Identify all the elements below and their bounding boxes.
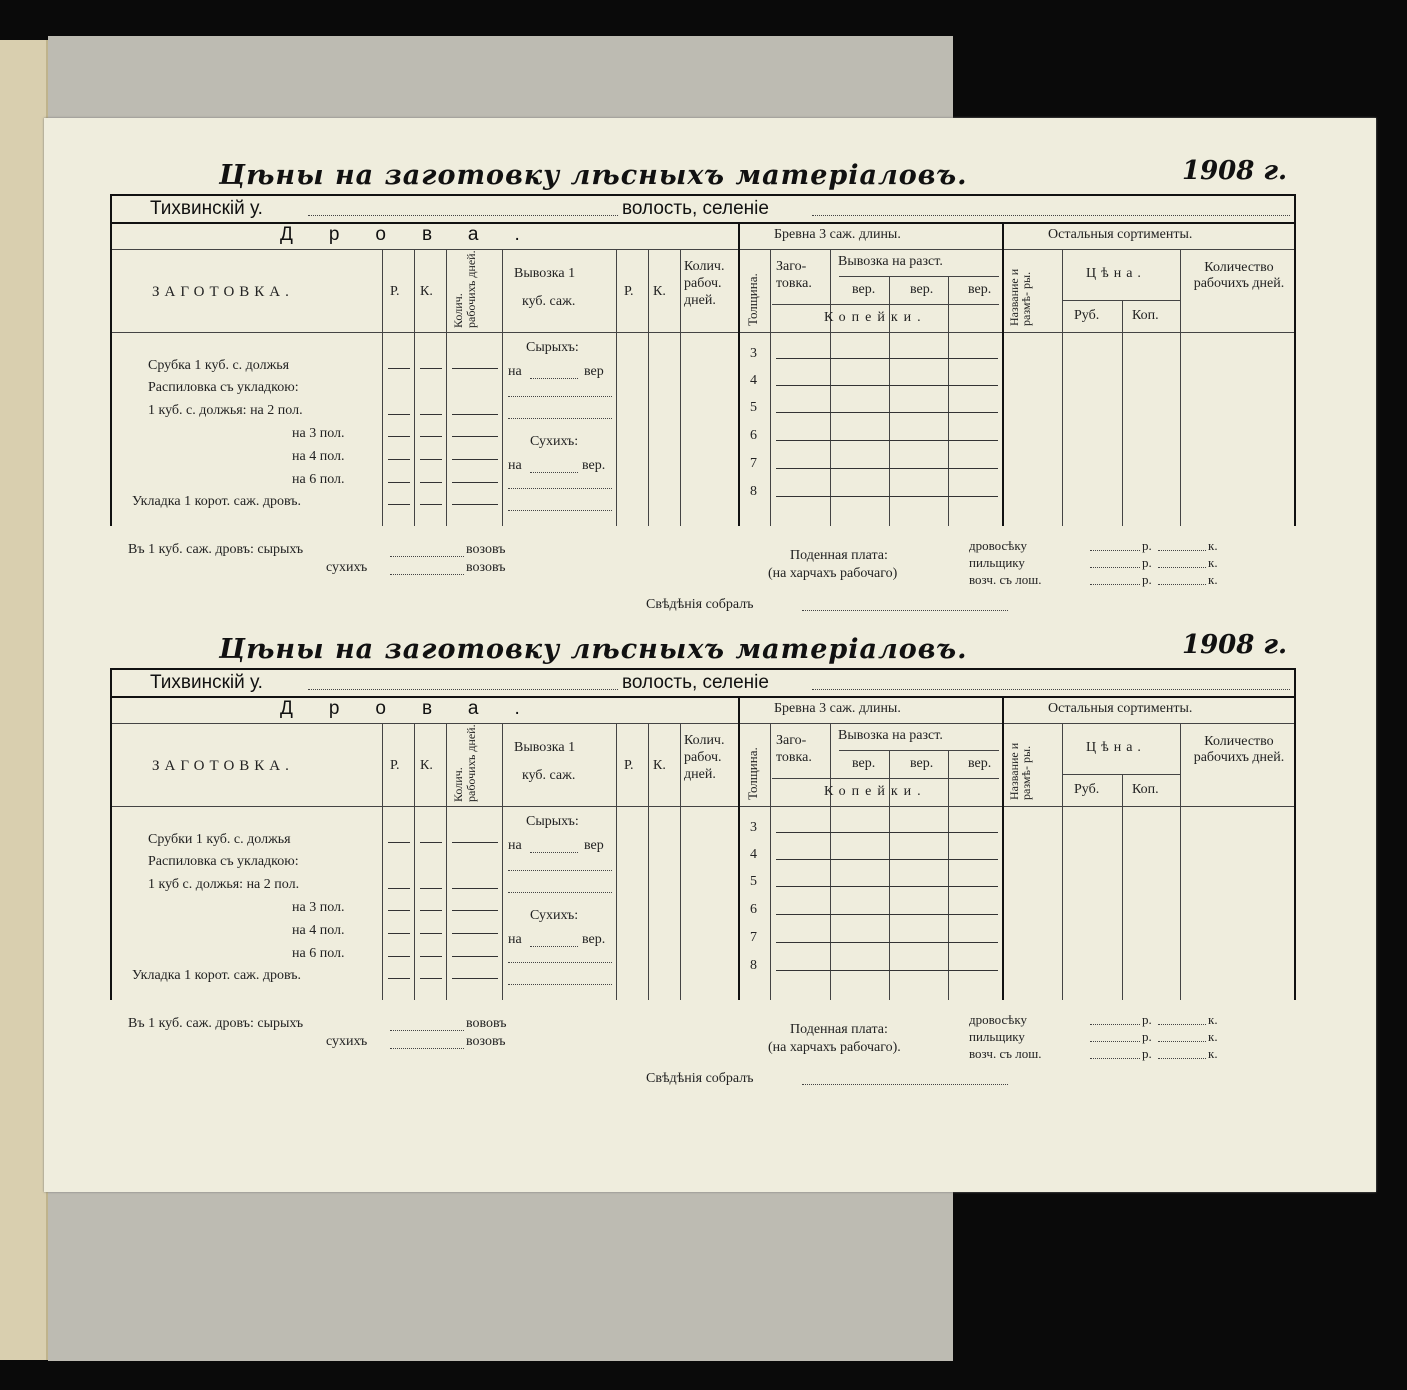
volost-blank[interactable] [812,689,1290,690]
footer-line-a: Въ 1 куб. саж. дровъ: сырыхъ [128,1016,304,1031]
k-header: К. [420,758,433,773]
rub-unit: р. [1142,572,1152,587]
vyvozka-razst-header: Вывозка на разст. [838,728,943,743]
form-year: 1908 г. [1182,156,1288,186]
thickness-8: 8 [750,958,757,973]
kopeiki-header: Копейки. [824,310,927,325]
kopeiki-header: Копейки. [824,784,927,799]
brevna-header: Бревна 3 саж. длины. [774,701,901,716]
zagotovka-header: ЗАГОТОВКА. [152,284,294,300]
volost-blank[interactable] [812,215,1290,216]
thickness-6: 6 [750,428,757,443]
district-blank[interactable] [308,689,618,690]
rub-unit: р. [1142,1012,1152,1027]
row-label: на 4 пол. [292,449,345,464]
na-label: на [508,458,522,473]
dotted-line [508,488,612,489]
tsena-header: Цѣна. [1086,740,1146,755]
pay-blank[interactable] [1158,1058,1206,1059]
svedenia-label: Свѣдѣнія собралъ [646,597,754,612]
dotted-line [508,510,612,511]
kharch-label: (на харчахъ рабочаго) [768,566,898,581]
rub-unit: р. [1142,1046,1152,1061]
syrykh-vozov-blank[interactable] [390,1030,464,1031]
sukhikh-blank[interactable] [530,946,578,947]
kolichestvo-header: Количество рабочихъ дней. [1193,734,1285,765]
ostalnye-header: Остальныя сортименты. [1048,227,1193,242]
row-label: на 3 пол. [292,426,345,441]
left-page-edge [0,40,48,1360]
podennaya-label: Поденная плата: [790,1022,888,1037]
na-label: на [508,838,522,853]
pay-blank[interactable] [1090,567,1140,568]
sukhikh-blank[interactable] [530,472,578,473]
pay-blank[interactable] [1158,550,1206,551]
vyvozka-header: Вывозка 1 [514,266,576,281]
district-label: Тихвинскій у. [150,672,263,693]
syrykh-label: Сырыхъ: [526,340,579,355]
rub-unit: р. [1142,538,1152,553]
footer-end-a: вововъ [466,1016,507,1031]
thickness-7: 7 [750,456,757,471]
kop-unit: к. [1208,1046,1218,1061]
zagotovka-header: ЗАГОТОВКА. [152,758,294,774]
pay-blank[interactable] [1158,567,1206,568]
kolich-days-header: Колич. рабочихъ дней. [451,250,478,328]
rub-unit: р. [1142,555,1152,570]
drovosek-label: дровосѣку [969,1012,1027,1027]
thickness-7: 7 [750,930,757,945]
zagotovka-small-header: Заго- товка. [776,259,812,291]
pay-blank[interactable] [1090,550,1140,551]
k2-header: К. [653,284,666,299]
row-label: на 6 пол. [292,946,345,961]
drovosek-label: дровосѣку [969,538,1027,553]
dotted-line [508,984,612,985]
form-table [110,194,1296,526]
tsena-header: Цѣна. [1086,266,1146,281]
ver-label: вер [584,364,604,379]
form-table [110,668,1296,1000]
ver-label: вер [584,838,604,853]
form-title: Цѣны на заготовку лѣсныхъ матеріаловъ. [219,160,968,191]
rub-unit: р. [1142,1029,1152,1044]
sukhikh-label: Сухихъ: [530,908,579,923]
zagotovka-small-header: Заго- товка. [776,733,812,765]
footer-line-b: сухихъ [326,560,368,575]
pay-blank[interactable] [1158,1041,1206,1042]
vyvozka-header: Вывозка 1 [514,740,576,755]
footer-end-b: возовъ [466,560,506,575]
footer-line-b: сухихъ [326,1034,368,1049]
row-label: 1 куб с. должья: на 2 пол. [148,877,300,892]
row-label: Укладка 1 корот. саж. дровъ. [132,968,301,983]
form-sheet [44,118,1376,612]
nazvanie-header: Название и размѣ- ры. [1007,268,1033,326]
pay-blank[interactable] [1090,584,1140,585]
ver-label: вер. [582,932,606,947]
kop-unit: к. [1208,572,1218,587]
row-label: Распиловка съ укладкою: [148,380,299,395]
dotted-line [508,418,612,419]
syrykh-vozov-blank[interactable] [390,556,464,557]
rub-header: Руб. [1074,308,1100,323]
svedenia-blank[interactable] [802,1084,1008,1085]
na-label: на [508,932,522,947]
kolich-rab-header: Колич. рабоч. дней. [684,733,725,782]
drova-header: Дрова. [280,224,556,245]
syrykh-blank[interactable] [530,852,578,853]
sukhikh-vozov-blank[interactable] [390,574,464,575]
r2-header: Р. [624,758,634,773]
thickness-5: 5 [750,400,757,415]
r2-header: Р. [624,284,634,299]
vozch-label: возч. съ лош. [969,572,1042,587]
ver3-header: вер. [968,756,992,771]
row-label: на 6 пол. [292,472,345,487]
kop-unit: к. [1208,1012,1218,1027]
kop-header: Коп. [1132,782,1159,797]
piltsik-label: пильщику [969,555,1025,570]
kolich-rab-header: Колич. рабоч. дней. [684,259,725,308]
district-blank[interactable] [308,215,618,216]
k-header: К. [420,284,433,299]
pay-blank[interactable] [1090,1041,1140,1042]
kop-header: Коп. [1132,308,1159,323]
kub-sazh-header: куб. саж. [522,768,576,783]
form-year: 1908 г. [1182,630,1288,660]
kop-unit: к. [1208,538,1218,553]
thickness-3: 3 [750,346,757,361]
syrykh-blank[interactable] [530,378,578,379]
kharch-label: (на харчахъ рабочаго). [768,1040,901,1055]
district-label: Тихвинскій у. [150,198,263,219]
r-header: Р. [390,284,400,299]
kub-sazh-header: куб. саж. [522,294,576,309]
pay-blank[interactable] [1090,1058,1140,1059]
ver1-header: вер. [852,756,876,771]
pay-blank[interactable] [1158,584,1206,585]
r-header: Р. [390,758,400,773]
k2-header: К. [653,758,666,773]
thickness-6: 6 [750,902,757,917]
dotted-line [508,962,612,963]
pay-blank[interactable] [1158,1024,1206,1025]
ver1-header: вер. [852,282,876,297]
row-label: Укладка 1 корот. саж. дровъ. [132,494,301,509]
form-page [44,118,1376,1192]
kop-unit: к. [1208,555,1218,570]
kolichestvo-header: Количество рабочихъ дней. [1193,260,1285,291]
syrykh-label: Сырыхъ: [526,814,579,829]
na-label: на [508,364,522,379]
kolich-days-header: Колич. рабочихъ дней. [451,724,478,802]
dotted-line [508,870,612,871]
form-title: Цѣны на заготовку лѣсныхъ матеріаловъ. [219,634,968,665]
thickness-5: 5 [750,874,757,889]
ver2-header: вер. [910,282,934,297]
brevna-header: Бревна 3 саж. длины. [774,227,901,242]
nazvanie-header: Название и размѣ- ры. [1007,742,1033,800]
tolshchina-header: Толщина. [745,747,760,800]
footer-line-a: Въ 1 куб. саж. дровъ: сырыхъ [128,542,304,557]
kop-unit: к. [1208,1029,1218,1044]
ver2-header: вер. [910,756,934,771]
podennaya-label: Поденная плата: [790,548,888,563]
rub-header: Руб. [1074,782,1100,797]
thickness-4: 4 [750,373,757,388]
footer-end-a: возовъ [466,542,506,557]
volost-label: волость, селеніе [622,198,769,219]
thickness-4: 4 [750,847,757,862]
tolshchina-header: Толщина. [745,273,760,326]
footer-end-b: возовъ [466,1034,506,1049]
dotted-line [508,892,612,893]
ver-label: вер. [582,458,606,473]
row-label: Срубка 1 куб. с. должья [148,358,290,373]
ver3-header: вер. [968,282,992,297]
volost-label: волость, селеніе [622,672,769,693]
vyvozka-razst-header: Вывозка на разст. [838,254,943,269]
form-sheet [44,592,1376,1086]
row-label: 1 куб. с. должья: на 2 пол. [148,403,303,418]
svedenia-label: Свѣдѣнія собралъ [646,1071,754,1086]
sukhikh-label: Сухихъ: [530,434,579,449]
ostalnye-header: Остальныя сортименты. [1048,701,1193,716]
piltsik-label: пильщику [969,1029,1025,1044]
drova-header: Дрова. [280,698,556,719]
dotted-line [508,396,612,397]
pay-blank[interactable] [1090,1024,1140,1025]
vozch-label: возч. съ лош. [969,1046,1042,1061]
row-label: Срубки 1 куб. с. должья [148,832,291,847]
row-label: на 3 пол. [292,900,345,915]
row-label: Распиловка съ укладкою: [148,854,299,869]
thickness-8: 8 [750,484,757,499]
thickness-3: 3 [750,820,757,835]
row-label: на 4 пол. [292,923,345,938]
sukhikh-vozov-blank[interactable] [390,1048,464,1049]
